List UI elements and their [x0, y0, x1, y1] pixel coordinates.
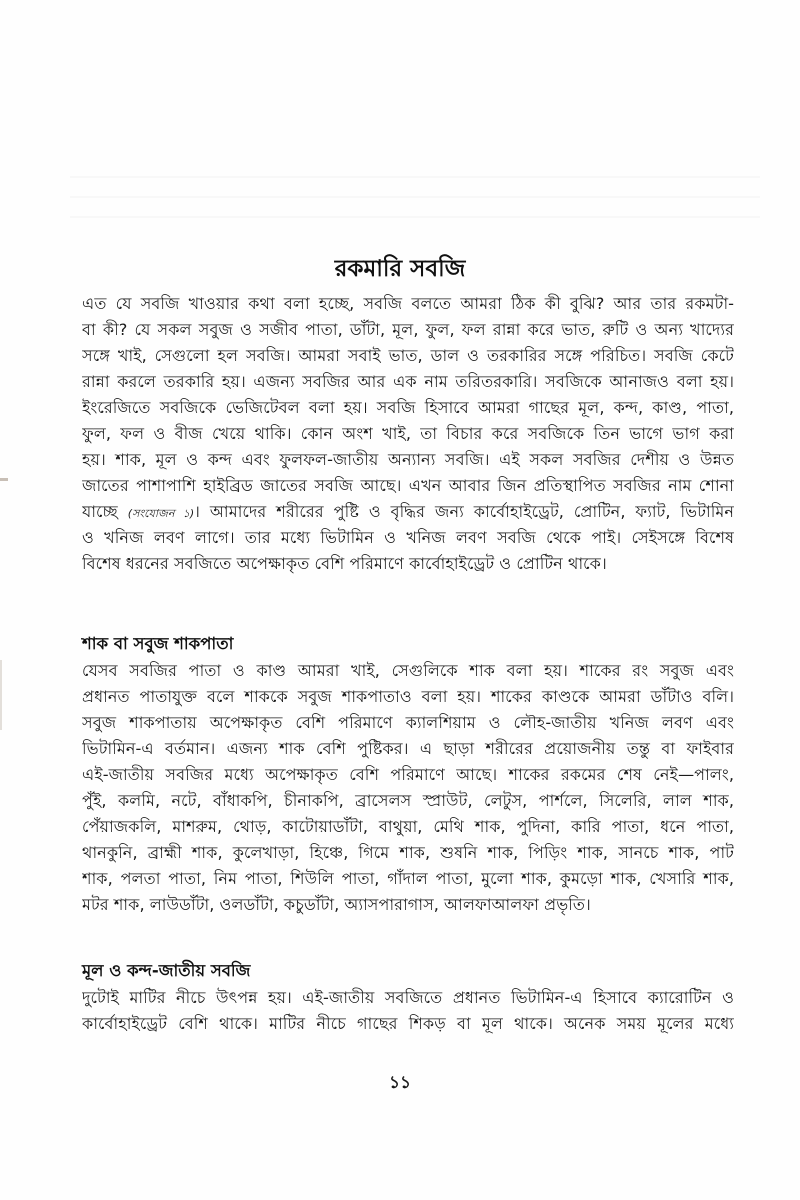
- text-line: এই-জাতীয় সবজির মধ্যে অপেক্ষাকৃত বেশি পরিমাণে আছে। শাকের রকমের শেষ নেই—পালং,: [82, 765, 734, 784]
- text-line: দুটোই মাটির নীচে উৎপন্ন হয়। এই-জাতীয় সবজিতে প্রধানত ভিটামিন-এ হিসাবে ক্যারোটিন ও: [82, 988, 734, 1007]
- text-fragment: । আমাদের শরীরের পুষ্টি ও বৃদ্ধির জন্য কার্বোহাইড্রেট, প্রোটিন, ফ্যাট, ভিটামিন: [194, 502, 734, 521]
- text-line: পেঁয়াজকলি, মাশরুম, থোড়, কাটোয়াডাঁটা, বাথুয়া, মেথি শাক, পুদিনা, কারি পাতা, ধনে পাতা,: [82, 817, 734, 836]
- page-number: ১১: [388, 1073, 412, 1093]
- text-line: ইংরেজিতে সবজিকে ভেজিটেবল বলা হয়। সবজি হিসাবে আমরা গাছের মূল, কন্দ, কাণ্ড, পাতা,: [82, 398, 734, 417]
- text-line: ফুল, ফল ও বীজ খেয়ে থাকি। কোন অংশ খাই, তা বিচার করে সবজিকে তিন ভাগে ভাগ করা: [82, 424, 734, 443]
- page-edge-mark: [0, 478, 8, 481]
- text-line: কার্বোহাইড্রেট বেশি থাকে। মাটির নীচে গাছের শিকড় বা মূল থাকে। অনেক সময় মূলের মধ্যে: [82, 1014, 734, 1033]
- chapter-title: রকমারি সবজি: [334, 256, 466, 282]
- text-line: বা কী? যে সকল সবুজ ও সজীব পাতা, ডাঁটা, মূল, ফুল, ফল রান্না করে ভাত, রুটি ও অন্য খাদ্যের: [82, 320, 734, 339]
- section-paragraph: [82, 985, 734, 1037]
- text-line: হয়। শাক, মূল ও কন্দ এবং ফুলফল-জাতীয় অন্যান্য সবজি। এই সকল সবজির দেশীয় ও উন্নত: [82, 450, 734, 469]
- cross-reference: (সংযোজন ১): [127, 507, 195, 520]
- text-line: রান্না করলে তরকারি হয়। এজন্য সবজির আর এক নাম তরিতরকারি। সবজিকে আনাজও বলা হয়।: [82, 372, 734, 391]
- text-line: সঙ্গে খাই, সেগুলো হল সবজি। আমরা সবাই ভাত, ডাল ও তরকারির সঙ্গে পরিচিত। সবজি কেটে: [82, 346, 734, 365]
- text-line: প্রধানত পাতাযুক্ত বলে শাককে সবুজ শাকপাতাও বলা হয়। শাকের কাণ্ডকে আমরা ডাঁটাও বলি।: [82, 687, 734, 706]
- section-root-tuber: [82, 958, 734, 1037]
- section-paragraph: [82, 658, 734, 918]
- text-fragment: যাচ্ছে: [82, 502, 118, 521]
- section-heading: মূল ও কন্দ-জাতীয় সবজি: [82, 961, 251, 980]
- text-line: পুঁই, কলমি, নটে, বাঁধাকপি, চীনাকপি, ব্রাসেলস স্প্রাউট, লেটুস, পার্শলে, সিলেরি, লাল শাক,: [82, 791, 734, 810]
- text-line: মটর শাক, লাউডাঁটা, ওলডাঁটা, কচুডাঁটা, অ্যাসপারাগাস, আলফাআলফা প্রভৃতি।: [82, 895, 591, 914]
- text-line: সবুজ শাকপাতায় অপেক্ষাকৃত বেশি পরিমাণে ক্যালশিয়াম ও লৌহ-জাতীয় খনিজ লবণ এবং: [82, 713, 734, 732]
- text-line: থানকুনি, ব্রাহ্মী শাক, কুলেখাড়া, হিঞ্চে, গিমে শাক, শুষনি শাক, পিড়িং শাক, সানচে শাক, পাট: [82, 843, 734, 862]
- intro-paragraph: [82, 291, 734, 577]
- text-line-with-reference: [82, 499, 734, 525]
- section-leafy-greens: [82, 631, 734, 918]
- text-line: শাক, পলতা পাতা, নিম পাতা, শিউলি পাতা, গাঁদাল পাতা, মুলো শাক, কুমড়ো শাক, খেসারি শাক,: [82, 869, 734, 888]
- text-line: এত যে সবজি খাওয়ার কথা বলা হচ্ছে, সবজি বলতে আমরা ঠিক কী বুঝি? আর তার রকমটা-: [82, 294, 734, 313]
- text-line: ভিটামিন-এ বর্তমান। এজন্য শাক বেশি পুষ্টিকর। এ ছাড়া শরীরের প্রয়োজনীয় তন্তু বা ফাইবার: [82, 739, 734, 758]
- page-edge-mark: [0, 660, 2, 730]
- show-through-text: [70, 168, 760, 228]
- text-line: যেসব সবজির পাতা ও কাণ্ড আমরা খাই, সেগুলিকে শাক বলা হয়। শাকের রং সবুজ এবং: [82, 661, 734, 680]
- text-line: বিশেষ ধরনের সবজিতে অপেক্ষাকৃত বেশি পরিমাণে কার্বোহাইড্রেট ও প্রোটিন থাকে।: [82, 554, 607, 573]
- text-line: ও খনিজ লবণ লাগে। তার মধ্যে ভিটামিন ও খনিজ লবণ সবজি থেকে পাই। সেইসঙ্গে বিশেষ: [82, 528, 734, 547]
- section-heading: শাক বা সবুজ শাকপাতা: [82, 634, 234, 653]
- text-line: জাতের পাশাপাশি হাইব্রিড জাতের সবজি আছে। এখন আবার জিন প্রতিস্থাপিত সবজির নাম শোনা: [82, 476, 734, 495]
